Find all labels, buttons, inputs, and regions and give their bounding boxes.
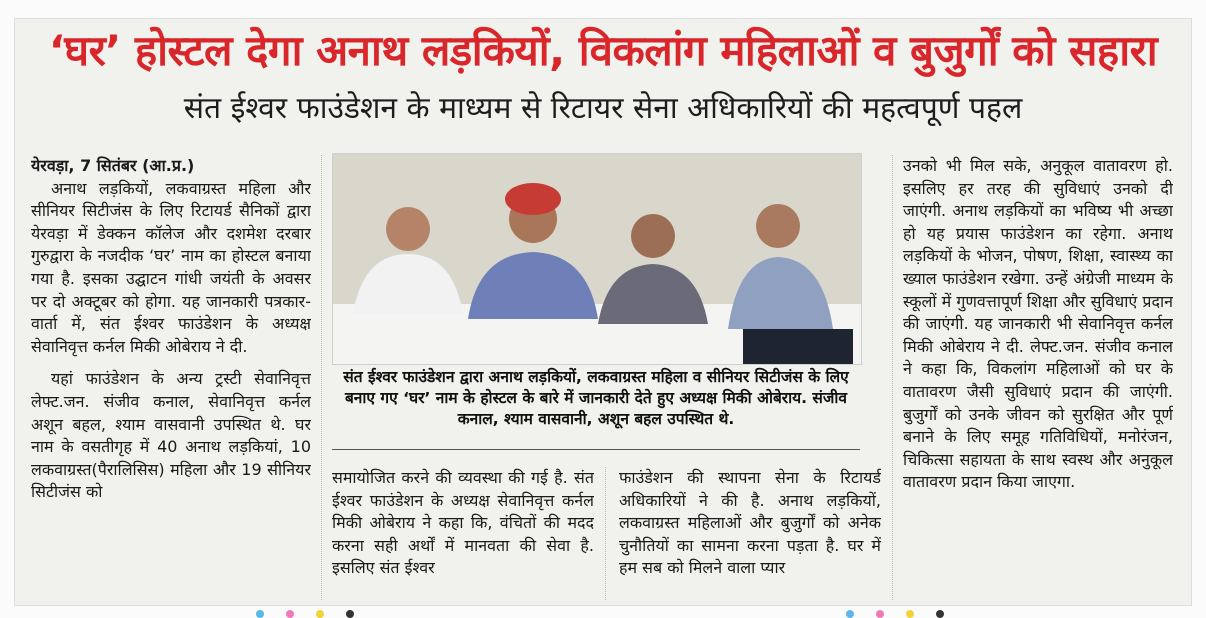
col2-paragraph: समायोजित करने की व्यवस्था की गई है. संत ईश्वर फाउंडेशन के अध्यक्ष सेवानिवृत्त कर्नल मिकी ओबेराय ने कहा कि, वंचितों की मदद करना सही अर्थों में मानवता की सेवा है. इसलिए संत ईश्वर bbox=[332, 468, 594, 578]
subheadline: संत ईश्वर फाउंडेशन के माध्यम से रिटायर सेना अधिकारियों की महत्वपूर्ण पहल bbox=[183, 91, 1023, 126]
photo-illustration bbox=[333, 154, 861, 364]
col1-paragraph-1: अनाथ लड़कियों, लकवाग्रस्त महिला और सीनियर सिटीजंस के लिए रिटायर्ड सैनिकों द्वारा येरवड़ा में डेक्कन कॉलेज और दशमेश दरबार गुरुद्वारा के नजदीक ‘घर’ नाम का होस्टल बनाया गया है. इसका उद्घाटन गांधी जयंती के अवसर पर दो अक्टूबर को होगा. यह जानकारी पत्रकार- वार्ता में, संत ईश्वर फाउंडेशन के अध्यक्ष सेवानिवृत्त कर्नल मिकी ओबेराय ने दी. bbox=[31, 178, 311, 356]
news-clipping bbox=[14, 18, 1192, 606]
dateline: येरवड़ा, 7 सितंबर (आ.प्र.) bbox=[31, 156, 195, 175]
col3-paragraph: फाउंडेशन की स्थापना सेना के रिटायर्ड अधिकारियों ने की है. अनाथ लड़कियों, लकवाग्रस्त महिलाओं और बुजुर्गों को अनेक चुनौतियों का सामना करना पड़ता है. घर में हम सब को मिलने वाला प्यार bbox=[619, 468, 881, 578]
col4-paragraph: उनको भी मिल सके, अनुकूल वातावरण हो. इसलिए हर तरह की सुविधाएं उनको दी जाएंगी. अनाथ लड़कियों का भविष्य भी अच्छा हो यह प्रयास फाउंडेशन का रहेगा. अनाथ लड़कियों के भोजन, पोषण, शिक्षा, स्वास्थ्य का ख्याल फाउंडेशन रखेगा. उन्हें अंग्रेजी माध्यम के स्कूलों में गुणवत्तापूर्ण शिक्षा और सुविधाएं प्रदान की जाएंगी. यह जानकारी भी सेवानिवृत्त कर्नल मिकी ओबेराय ने दी. लेफ्ट.जन. संजीव कनाल ने कहा कि, विकलांग महिलाओं को घर के वातावरण जैसी सुविधाएं प्रदान की जाएंगी. बुजुर्गों को उनके जीवन को सुरक्षित और पूर्ण बनाने के लिए समूह गतिविधियों, मनोरंजन, चिकित्सा सहायता के साथ स्वस्थ और अनुकूल वातावरण प्रदान किया जाएगा. bbox=[903, 156, 1173, 492]
caption-divider bbox=[332, 449, 860, 450]
column-4 bbox=[903, 155, 1173, 603]
headline: ‘घर’ होस्टल देगा अनाथ लड़कियों, विकलांग महिलाओं व बुजुर्गों को सहारा bbox=[48, 26, 1158, 75]
col1-paragraph-2: यहां फाउंडेशन के अन्य ट्रस्टी सेवानिवृत्त लेफ्ट.जन. संजीव कनाल, सेवानिवृत्त कर्नल अशून बहल, श्याम वासवानी उपस्थित थे. घर नाम के वसतीगृह में 40 अनाथ लड़कियां, 10 लकवाग्रस्त(पैरालिसिस) महिला और 19 सीनियर सिटीजंस को bbox=[31, 369, 311, 502]
photo-caption: संत ईश्वर फाउंडेशन द्वारा अनाथ लड़कियों, लकवाग्रस्त महिला व सीनियर सिटीजंस के लिए बनाए गए ‘घर’ नाम के होस्टल के बारे में जानकारी देते हुए अध्यक्ष मिकी ओबेराय. संजीव कनाल, श्याम वासवानी, अशून बहल उपस्थित थे. bbox=[343, 368, 849, 428]
column-2 bbox=[332, 467, 594, 603]
column-separator bbox=[321, 155, 322, 600]
press-conference-photo bbox=[332, 153, 862, 365]
column-1 bbox=[31, 155, 311, 603]
column-3 bbox=[619, 467, 881, 603]
registration-marks bbox=[250, 608, 950, 618]
column-separator bbox=[605, 467, 606, 600]
column-separator bbox=[892, 155, 893, 600]
